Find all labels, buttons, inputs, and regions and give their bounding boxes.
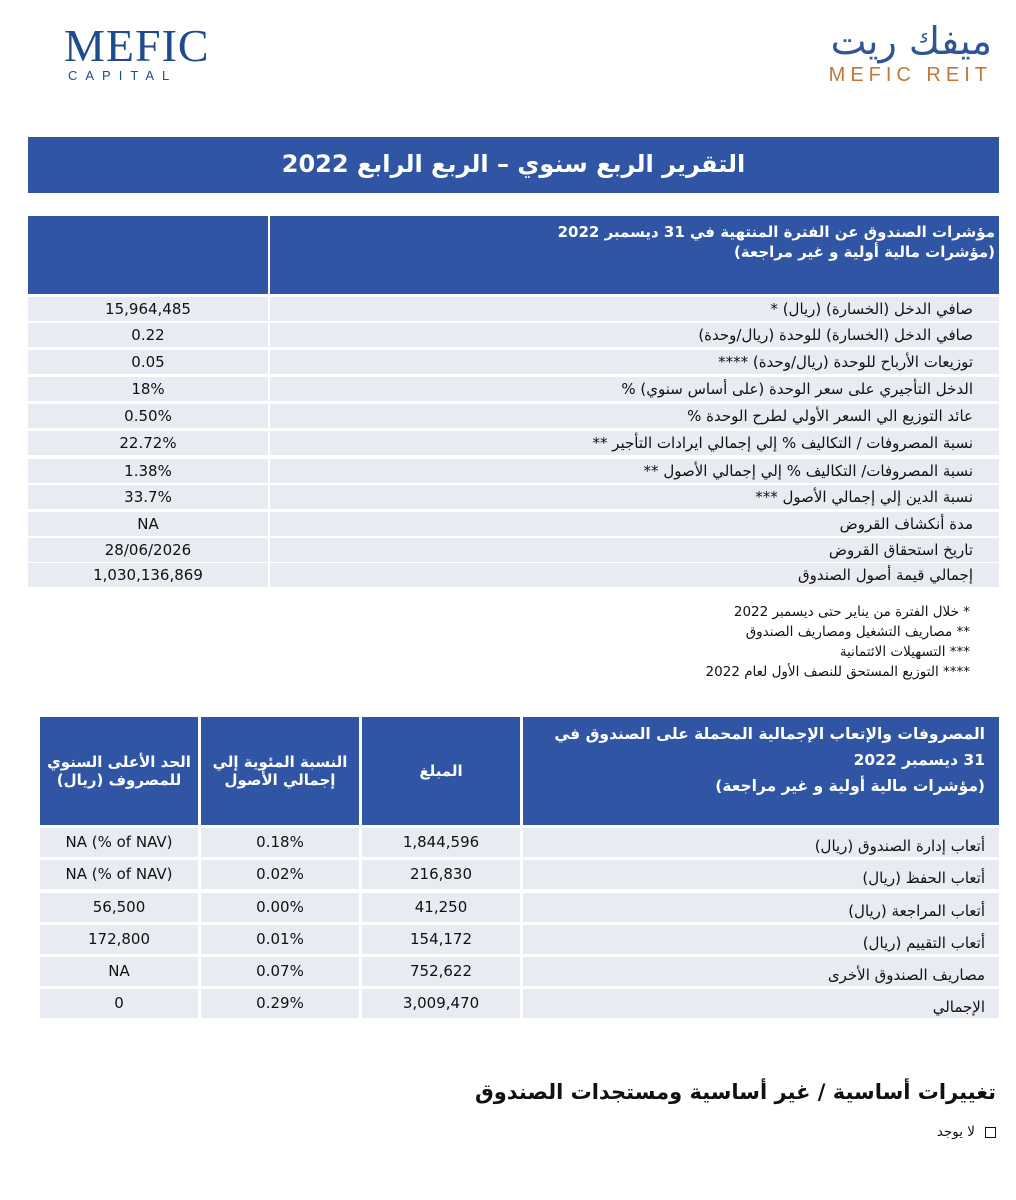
indicator-row bbox=[28, 459, 999, 483]
fee-percent-cell: 0.07% bbox=[201, 957, 359, 986]
indicator-label: توزيعات الأرباح للوحدة (ريال/وحدة) **** bbox=[270, 350, 999, 374]
fees-col-amount: المبلغ bbox=[362, 717, 520, 825]
indicator-value: NA bbox=[28, 512, 268, 536]
indicator-label: صافي الدخل (الخسارة) للوحدة (ريال/وحدة) bbox=[270, 323, 999, 347]
report-title: التقرير الربع سنوي – الربع الرابع 2022 bbox=[28, 137, 999, 193]
logo-left-sub: CAPITAL bbox=[68, 68, 178, 83]
indicator-row bbox=[28, 538, 999, 562]
footnotes bbox=[550, 602, 970, 682]
fee-label-cell: أتعاب التقييم (ريال) bbox=[523, 925, 999, 954]
fees-col-max: الحد الأعلى السنوي للمصروف (ريال) bbox=[40, 717, 198, 825]
indicator-value: 33.7% bbox=[28, 485, 268, 509]
changes-heading: تغييرات أساسية / غير أساسية ومستجدات الصندوق bbox=[474, 1080, 996, 1104]
changes-item bbox=[696, 1124, 996, 1140]
fee-amount-cell: 154,172 bbox=[362, 925, 520, 954]
indicator-value: 0.05 bbox=[28, 350, 268, 374]
fee-max-cell: NA bbox=[40, 957, 198, 986]
indicator-label: مدة أنكشاف القروض bbox=[270, 512, 999, 536]
mefic-reit-logo bbox=[772, 18, 992, 98]
indicator-value: 0.22 bbox=[28, 323, 268, 347]
indicators-header-line1: مؤشرات الصندوق عن الفترة المنتهية في 31 ديسمبر 2022 bbox=[557, 223, 995, 241]
indicator-value: 22.72% bbox=[28, 431, 268, 455]
indicator-value: 28/06/2026 bbox=[28, 538, 268, 562]
fee-label-cell: الإجمالي bbox=[523, 989, 999, 1018]
logo-right-latin: MEFIC REIT bbox=[828, 64, 992, 86]
fees-header-line2: 31 ديسمبر 2022 bbox=[853, 751, 985, 769]
fee-max-cell: 56,500 bbox=[40, 893, 198, 922]
fee-percent-cell: 0.01% bbox=[201, 925, 359, 954]
fees-col-percent: النسبة المئوية إلي إجمالي الأصول bbox=[201, 717, 359, 825]
indicator-value: 15,964,485 bbox=[28, 297, 268, 321]
fee-percent-cell: 0.02% bbox=[201, 860, 359, 889]
fee-percent-cell: 0.29% bbox=[201, 989, 359, 1018]
fees-header-line1: المصروفات والإتعاب الإجمالية المحملة على الصندوق في bbox=[554, 725, 985, 743]
indicators-header-line2: (مؤشرات مالية أولية و غير مراجعة) bbox=[733, 243, 995, 261]
indicator-label: نسبة المصروفات/ التكاليف % إلي إجمالي الأصول ** bbox=[270, 459, 999, 483]
fee-label-cell: أتعاب إدارة الصندوق (ريال) bbox=[523, 828, 999, 857]
footnote: **** التوزيع المستحق للنصف الأول لعام 2022 bbox=[705, 664, 970, 680]
logo-right-arabic: ميفك ريت bbox=[830, 19, 992, 63]
fee-max-cell: 0 bbox=[40, 989, 198, 1018]
indicator-value: 0.50% bbox=[28, 404, 268, 428]
indicator-row bbox=[28, 377, 999, 401]
indicator-label: الدخل التأجيري على سعر الوحدة (على أساس سنوي) % bbox=[270, 377, 999, 401]
fee-percent-cell: 0.18% bbox=[201, 828, 359, 857]
indicator-label: تاريخ استحقاق القروض bbox=[270, 538, 999, 562]
logo-left-main: MEFIC bbox=[64, 20, 210, 71]
indicator-row bbox=[28, 350, 999, 374]
indicator-row bbox=[28, 431, 999, 455]
footnote: ** مصاريف التشغيل ومصاريف الصندوق bbox=[745, 624, 970, 640]
fee-amount-cell: 752,622 bbox=[362, 957, 520, 986]
indicator-value: 1,030,136,869 bbox=[28, 563, 268, 587]
changes-item-text: لا يوجد bbox=[936, 1124, 975, 1140]
indicator-row bbox=[28, 512, 999, 536]
indicator-row bbox=[28, 297, 999, 321]
fee-amount-cell: 41,250 bbox=[362, 893, 520, 922]
fee-max-cell: NA (% of NAV) bbox=[40, 828, 198, 857]
fees-header-line3: (مؤشرات مالية أولية و غير مراجعة) bbox=[715, 777, 985, 795]
indicator-row bbox=[28, 485, 999, 509]
indicator-value: 18% bbox=[28, 377, 268, 401]
fee-amount-cell: 216,830 bbox=[362, 860, 520, 889]
fee-percent-cell: 0.00% bbox=[201, 893, 359, 922]
indicator-row bbox=[28, 563, 999, 587]
fee-label-cell: أتعاب المراجعة (ريال) bbox=[523, 893, 999, 922]
footnote: *** التسهيلات الائتمانية bbox=[839, 644, 970, 660]
indicator-label: عائد التوزيع الي السعر الأولي لطرح الوحدة % bbox=[270, 404, 999, 428]
fee-label-cell: مصاريف الصندوق الأخرى bbox=[523, 957, 999, 986]
indicator-row bbox=[28, 323, 999, 347]
indicator-label: نسبة المصروفات / التكاليف % إلي إجمالي ايرادات التأجير ** bbox=[270, 431, 999, 455]
checkbox-icon bbox=[985, 1127, 996, 1138]
fee-amount-cell: 3,009,470 bbox=[362, 989, 520, 1018]
indicator-label: صافي الدخل (الخسارة) (ريال) * bbox=[270, 297, 999, 321]
indicator-value: 1.38% bbox=[28, 459, 268, 483]
fee-max-cell: 172,800 bbox=[40, 925, 198, 954]
mefic-capital-logo bbox=[64, 20, 224, 84]
indicator-label: نسبة الدين إلي إجمالي الأصول *** bbox=[270, 485, 999, 509]
fee-label-cell: أتعاب الحفظ (ريال) bbox=[523, 860, 999, 889]
indicator-row bbox=[28, 404, 999, 428]
fee-amount-cell: 1,844,596 bbox=[362, 828, 520, 857]
footnote: * خلال الفترة من يناير حتى ديسمبر 2022 bbox=[733, 604, 970, 620]
indicators-header-value-cell bbox=[28, 216, 268, 294]
indicators-header bbox=[270, 216, 999, 294]
indicator-label: إجمالي قيمة أصول الصندوق bbox=[270, 563, 999, 587]
fees-header bbox=[523, 717, 999, 825]
fee-max-cell: NA (% of NAV) bbox=[40, 860, 198, 889]
